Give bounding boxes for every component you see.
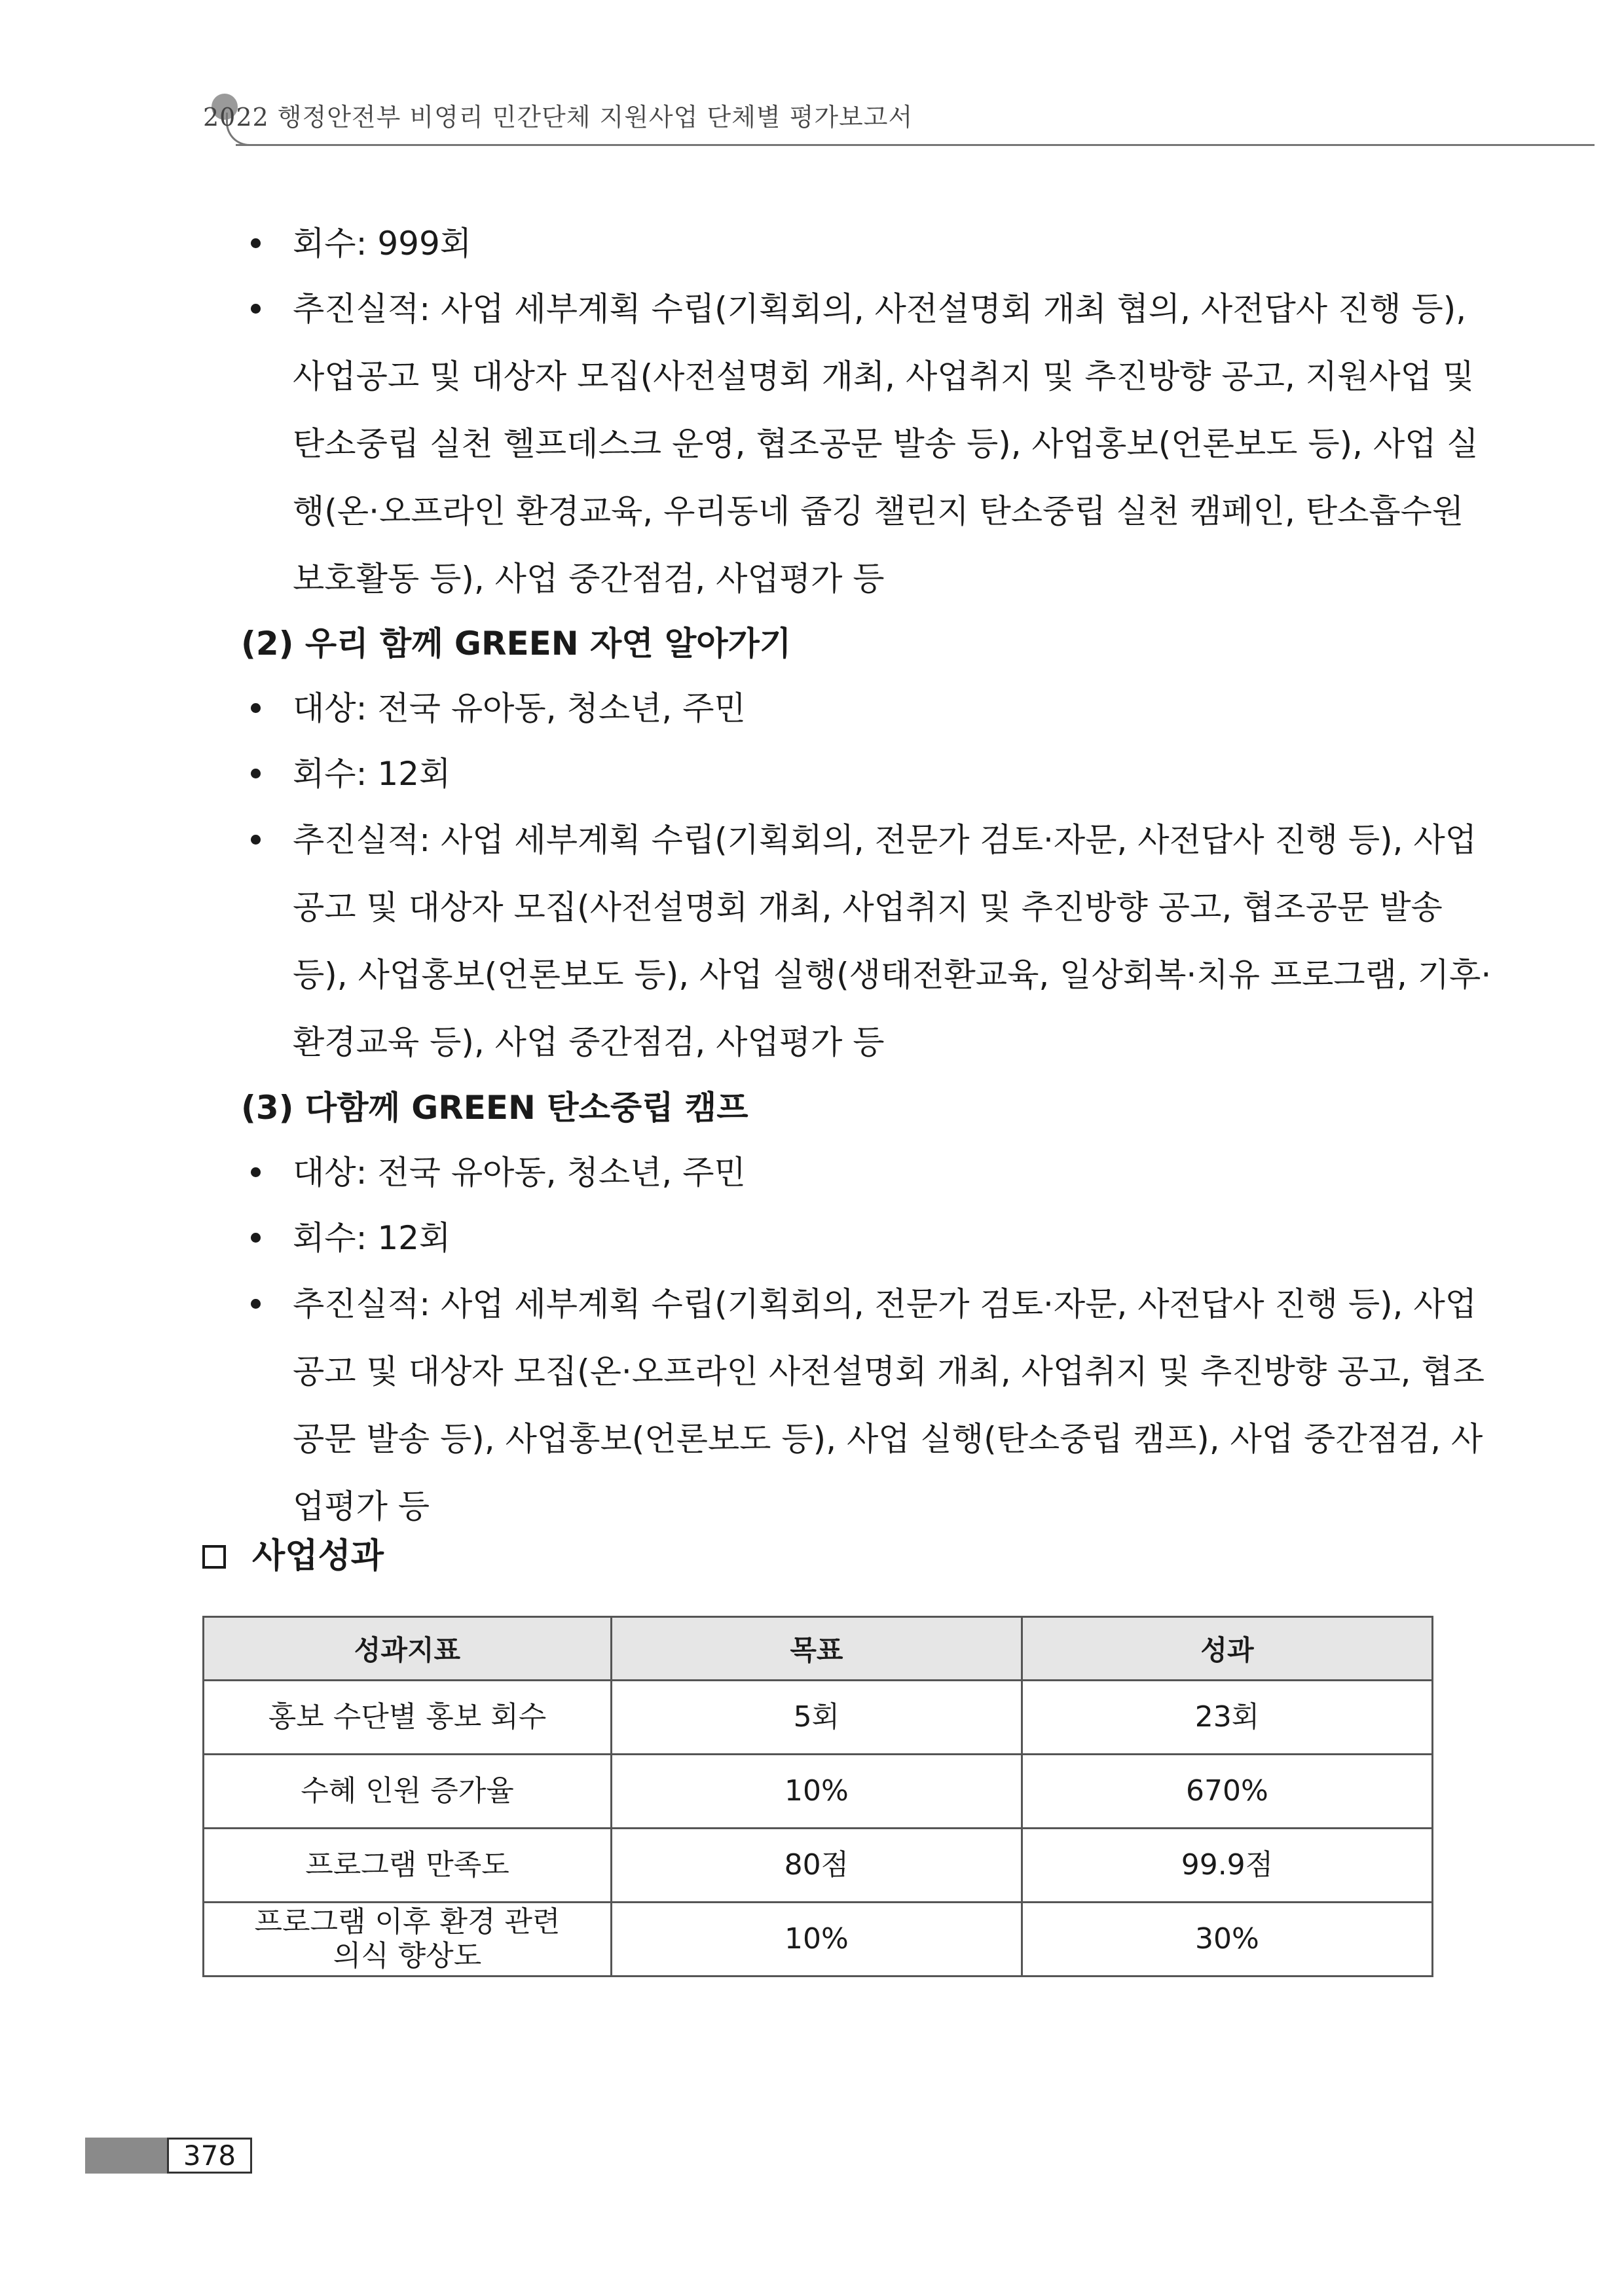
results-table	[202, 1616, 1433, 1977]
p3-progress-line: 공고 및 대상자 모집(온·오프라인 사전설명회 개최, 사업취지 및 추진방향 공고, 협조	[293, 1353, 1485, 1391]
p2-progress-line: 공고 및 대상자 모집(사전설명회 개최, 사업취지 및 추진방향 공고, 협조공문 발송	[293, 888, 1443, 926]
column-header-target: 목표	[611, 1617, 1022, 1681]
bullet-icon	[251, 1299, 261, 1309]
indicator-cell: 홍보 수단별 홍보 회수	[204, 1681, 612, 1755]
p3-progress-line: 업평가 등	[293, 1487, 430, 1525]
result-cell: 30%	[1022, 1903, 1432, 1977]
bullet-icon	[251, 238, 261, 248]
target-cell: 10%	[611, 1755, 1022, 1829]
page-number: 378	[167, 2138, 252, 2174]
indicator-line: 프로그램 이후 환경 관련	[254, 1905, 561, 1939]
p1-progress-line: 사업공고 및 대상자 모집(사전설명회 개최, 사업취지 및 추진방향 공고, 지원사업 및	[293, 357, 1475, 395]
target-cell: 80점	[611, 1829, 1022, 1903]
indicator-cell: 프로그램 만족도	[204, 1829, 612, 1903]
result-cell: 99.9점	[1022, 1829, 1432, 1903]
p3-target: 대상: 전국 유아동, 청소년, 주민	[293, 1154, 746, 1192]
bullet-icon	[251, 769, 261, 778]
header-rule	[236, 144, 1595, 146]
table-row	[204, 1903, 1433, 1977]
indicator-line: 의식 향상도	[333, 1939, 482, 1973]
p2-progress-line: 환경교육 등), 사업 중간점검, 사업평가 등	[293, 1023, 885, 1061]
running-header: 2022 행정안전부 비영리 민간단체 지원사업 단체별 평가보고서	[203, 103, 913, 132]
p3-count: 회수: 12회	[293, 1219, 451, 1257]
column-header-indicator: 성과지표	[204, 1617, 612, 1681]
page-number-bar	[85, 2138, 167, 2174]
bullet-icon	[251, 1233, 261, 1243]
section-checkbox-icon	[202, 1545, 226, 1569]
p3-progress-line: 공문 발송 등), 사업홍보(언론보도 등), 사업 실행(탄소중립 캠프), 사업 중간점검, 사	[293, 1420, 1483, 1458]
p1-count: 회수: 999회	[293, 225, 472, 263]
p1-progress-line: 탄소중립 실천 헬프데스크 운영, 협조공문 발송 등), 사업홍보(언론보도 등), 사업 실	[293, 425, 1479, 463]
p2-count: 회수: 12회	[293, 755, 451, 793]
results-heading: 사업성과	[252, 1537, 384, 1576]
p2-heading: (2) 우리 함께 GREEN 자연 알아가기	[241, 625, 792, 663]
p3-heading: (3) 다함께 GREEN 탄소중립 캠프	[241, 1089, 748, 1127]
indicator-cell	[204, 1903, 612, 1977]
table-header-row	[204, 1617, 1433, 1681]
result-cell: 23회	[1022, 1681, 1432, 1755]
result-cell: 670%	[1022, 1755, 1432, 1829]
p1-progress-line: 추진실적: 사업 세부계획 수립(기획회의, 사전설명회 개최 협의, 사전답사 진행 등),	[293, 290, 1467, 328]
bullet-icon	[251, 835, 261, 845]
p2-target: 대상: 전국 유아동, 청소년, 주민	[293, 689, 746, 727]
indicator-cell: 수혜 인원 증가율	[204, 1755, 612, 1829]
p3-progress-line: 추진실적: 사업 세부계획 수립(기획회의, 전문가 검토·자문, 사전답사 진행 등), 사업	[293, 1285, 1477, 1323]
p2-progress-line: 추진실적: 사업 세부계획 수립(기획회의, 전문가 검토·자문, 사전답사 진행 등), 사업	[293, 821, 1477, 859]
column-header-result: 성과	[1022, 1617, 1432, 1681]
bullet-icon	[251, 703, 261, 713]
bullet-icon	[251, 304, 261, 314]
p2-progress-line: 등), 사업홍보(언론보도 등), 사업 실행(생태전환교육, 일상회복·치유 프로그램, 기후·	[293, 956, 1492, 994]
target-cell: 10%	[611, 1903, 1022, 1977]
table-row	[204, 1681, 1433, 1755]
p1-progress-line: 행(온·오프라인 환경교육, 우리동네 줍깅 챌린지 탄소중립 실천 캠페인, 탄소흡수원	[293, 492, 1464, 530]
table-row	[204, 1829, 1433, 1903]
p1-progress-line: 보호활동 등), 사업 중간점검, 사업평가 등	[293, 560, 885, 598]
table-row	[204, 1755, 1433, 1829]
bullet-icon	[251, 1167, 261, 1177]
target-cell: 5회	[611, 1681, 1022, 1755]
